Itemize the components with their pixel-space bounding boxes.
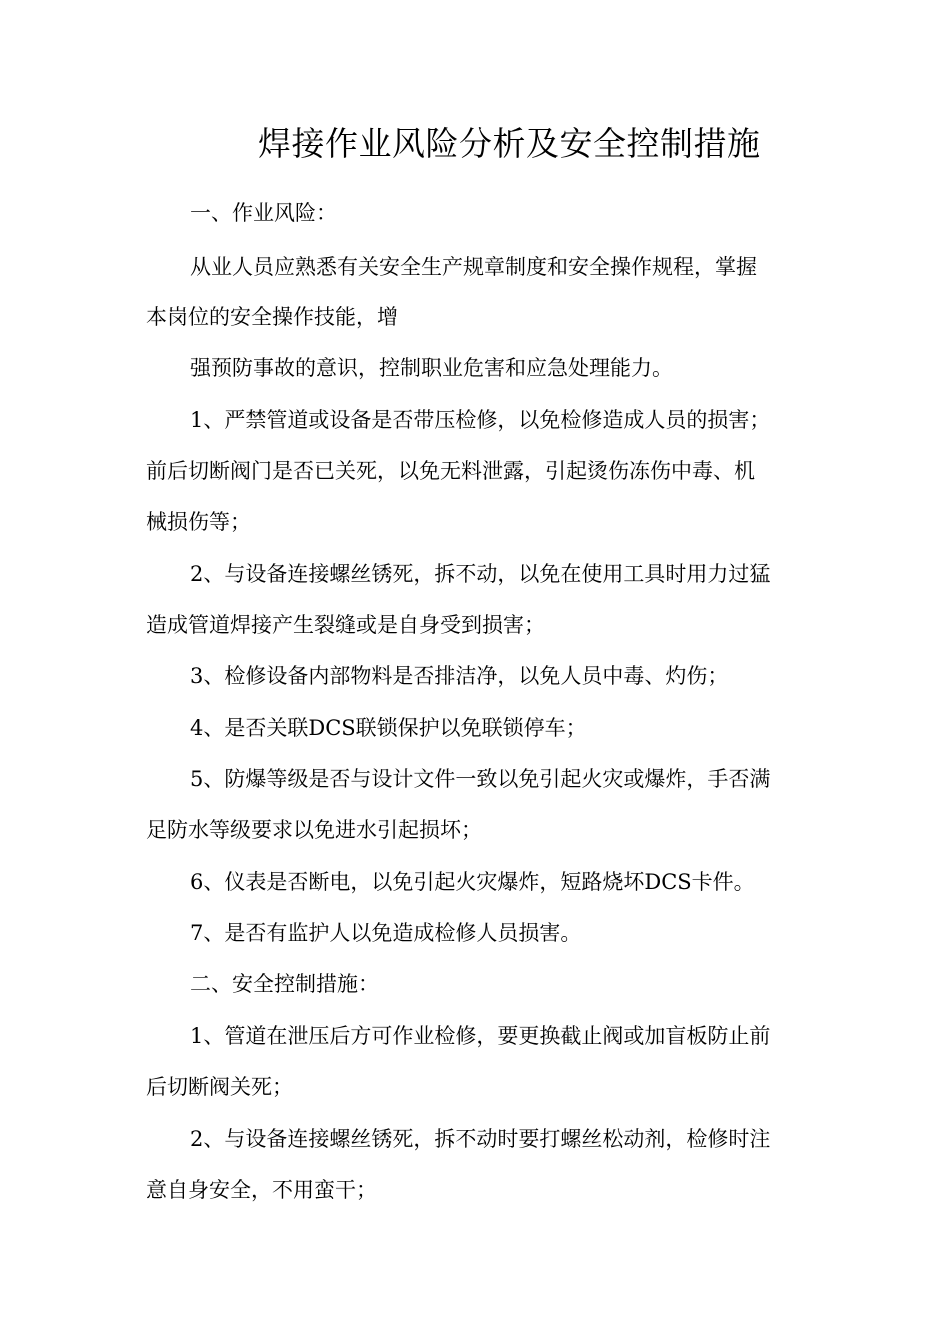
section-heading-risks: 一、作业风险：: [190, 201, 337, 225]
paragraph-line: 造成管道焊接产生裂缝或是自身受到损害；: [146, 613, 545, 637]
measure-item-1: 1、管道在泄压后方可作业检修，要更换截止阀或加盲板防止前: [190, 1024, 771, 1048]
risk-item-4: 4、是否关联DCS联锁保护以免联锁停车；: [190, 716, 587, 740]
risk-item-6: 6、仪表是否断电，以免引起火灾爆炸，短路烧坏DCS卡件。: [190, 870, 755, 894]
risk-item-2: 2、与设备连接螺丝锈死，拆不动，以免在使用工具时用力过猛: [190, 562, 771, 586]
measure-item-2: 2、与设备连接螺丝锈死，拆不动时要打螺丝松动剂，检修时注: [190, 1127, 771, 1151]
paragraph-line: 强预防事故的意识，控制职业危害和应急处理能力。: [190, 356, 673, 380]
paragraph-line: 械损伤等；: [146, 510, 251, 534]
section-heading-measures: 二、安全控制措施：: [190, 972, 379, 996]
risk-item-1: 1、严禁管道或设备是否带压检修，以免检修造成人员的损害；: [190, 408, 771, 432]
document-title: 焊接作业风险分析及安全控制措施: [258, 124, 761, 163]
paragraph-line: 本岗位的安全操作技能，增: [146, 305, 398, 329]
paragraph-line: 后切断阀关死；: [146, 1075, 293, 1099]
paragraph-line: 意自身安全，不用蛮干；: [146, 1178, 377, 1202]
risk-item-5: 5、防爆等级是否与设计文件一致以免引起火灾或爆炸，手否满: [190, 767, 771, 791]
paragraph-line: 从业人员应熟悉有关安全生产规章制度和安全操作规程，掌握: [190, 255, 757, 279]
paragraph-line: 足防水等级要求以免进水引起损坏；: [146, 818, 482, 842]
paragraph-line: 前后切断阀门是否已关死，以免无料泄露，引起烫伤冻伤中毒、机: [146, 459, 755, 483]
risk-item-3: 3、检修设备内部物料是否排洁净，以免人员中毒、灼伤；: [190, 664, 729, 688]
risk-item-7: 7、是否有监护人以免造成检修人员损害。: [190, 921, 582, 945]
